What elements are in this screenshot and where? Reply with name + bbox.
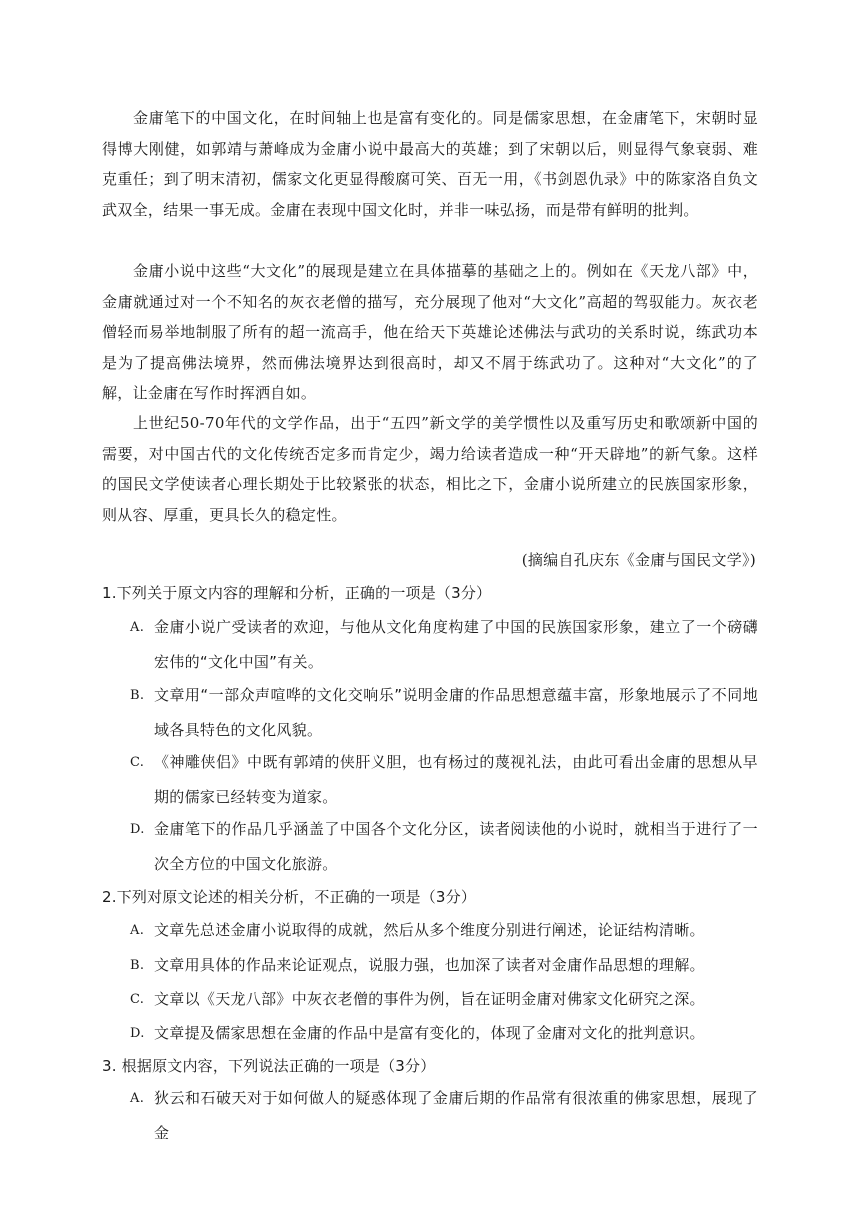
question-3-option-a (130, 1081, 758, 1151)
option-text: 文章用具体的作品来论证观点，说服力强，也加深了读者对金庸作品思想的理解。 (154, 956, 705, 974)
option-letter: D. (130, 1026, 145, 1041)
option-text: 文章以《天龙八部》中灰衣老僧的事件为例，旨在证明金庸对佛家文化研究之深。 (154, 990, 705, 1008)
option-text: 金庸小说广受读者的欢迎，与他从文化角度构建了中国的民族国家形象，建立了一个磅礴宏伟的“文化中国”有关。 (154, 618, 758, 671)
question-1-option-b (130, 678, 758, 748)
option-text: 文章提及儒家思想在金庸的作品中是富有变化的，体现了金庸对文化的批判意识。 (154, 1024, 705, 1042)
question-1-option-d (130, 812, 758, 882)
question-2-option-c (130, 982, 758, 1017)
option-letter: B. (130, 688, 145, 703)
passage-paragraph-2: 金庸小说中这些“大文化”的展现是建立在具体描摹的基础之上的。例如在《天龙八部》中，金庸就通过对一个不知名的灰衣老僧的描写，充分展现了他对“大文化”高超的驾驭能力。灰衣老僧轻而易举地制服了所有的超一流高手，他在给天下英雄论述佛法与武功的关系时说，练武功本是为了提高佛法境界，然而佛法境界达到很高时，却又不屑于练武功了。这种对“大文化”的了解，让金庸在写作时挥洒自如。 (102, 262, 758, 402)
passage-paragraph-1: 金庸笔下的中国文化，在时间轴上也是富有变化的。同是儒家思想，在金庸笔下，宋朝时显得博大刚健，如郭靖与萧峰成为金庸小说中最高大的英雄；到了宋朝以后，则显得气象衰弱、难克重任；到了明末清初，儒家文化更显得酸腐可笑、百无一用，《书剑恩仇录》中的陈家洛自负文武双全，结果一事无成。金庸在表现中国文化时，并非一味弘扬，而是带有鲜明的批判。 (102, 109, 758, 219)
question-2-option-a (130, 913, 758, 948)
question-2-option-d (130, 1016, 758, 1051)
question-2-option-b (130, 948, 758, 983)
option-text: 金庸笔下的作品几乎涵盖了中国各个文化分区，读者阅读他的小说时，就相当于进行了一次全方位的中国文化旅游。 (154, 820, 758, 873)
option-letter: D. (130, 822, 145, 837)
option-text: 文章用“一部众声喧哗的文化交响乐”说明金庸的作品思想意蕴丰富，形象地展示了不同地域各具特色的文化风貌。 (154, 686, 758, 739)
question-1-stem: 1.下列关于原文内容的理解和分析，正确的一项是（3分） (102, 584, 492, 602)
option-text: 《神雕侠侣》中既有郭靖的侠肝义胆，也有杨过的蔑视礼法，由此可看出金庸的思想从早期的儒家已经转变为道家。 (154, 753, 758, 806)
question-2-stem: 2.下列对原文论述的相关分析，不正确的一项是（3分） (102, 888, 477, 906)
option-text: 文章先总述金庸小说取得的成就，然后从多个维度分别进行阐述，论证结构清晰。 (154, 921, 705, 939)
option-letter: B. (130, 958, 145, 973)
question-1-option-a (130, 610, 758, 680)
passage-source-citation: (摘编自孔庆东《金庸与国民文学》) (521, 551, 756, 569)
option-letter: A. (130, 620, 145, 635)
option-letter: A. (130, 923, 145, 938)
option-text: 狄云和石破天对于如何做人的疑惑体现了金庸后期的作品常有很浓重的佛家思想，展现了金 (154, 1089, 758, 1142)
passage-paragraph-3: 上世纪50-70年代的文学作品，出于“五四”新文学的美学惯性以及重写历史和歌颂新中国的需要，对中国古代的文化传统否定多而肯定少，竭力给读者造成一种“开天辟地”的新气象。这样的国民文学使读者心理长期处于比较紧张的状态，相比之下，金庸小说所建立的民族国家形象，则从容、厚重，更具长久的稳定性。 (102, 414, 758, 524)
option-letter: C. (130, 992, 145, 1007)
question-1-option-c (130, 745, 758, 815)
option-letter: C. (130, 755, 145, 770)
option-letter: A. (130, 1091, 145, 1106)
question-3-stem: 3. 根据原文内容，下列说法正确的一项是（3分） (102, 1057, 436, 1075)
